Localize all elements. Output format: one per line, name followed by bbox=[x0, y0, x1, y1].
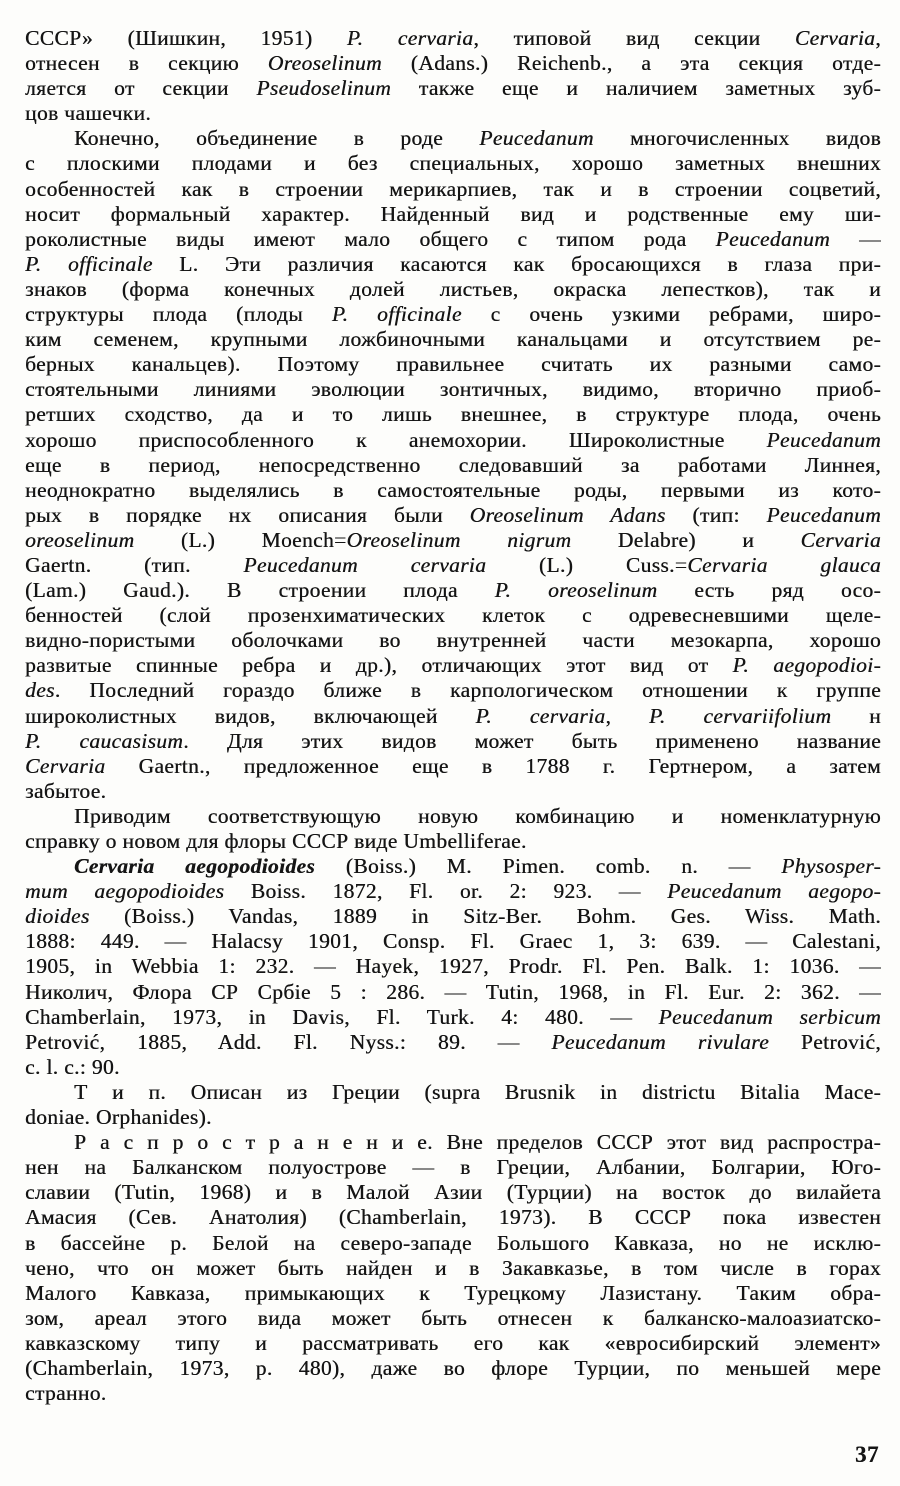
text-line: oreoselinum (L.) Moench=Oreoselinum nigrum Delabre) и Cervaria bbox=[25, 527, 881, 552]
text-line: ляется от секции Pseudoselinum также еще и наличием заметных зуб- bbox=[25, 76, 881, 101]
text-line: хорошо приспособленного к анемохории. Широколистные Peucedanum bbox=[25, 427, 881, 452]
text-line: Конечно, объединение в роде Peucedanum многочисленных видов bbox=[74, 126, 881, 151]
text-line: стоятельными линиями эволюции зонтичных, видимо, вторично приоб- bbox=[25, 377, 881, 402]
text-line: видно-пористыми оболочками во внутренней части мезокарпа, хорошо bbox=[25, 628, 881, 653]
text-line: Амасия (Сев. Анатолия) (Chamberlain, 1973). В СССР пока известен bbox=[25, 1205, 881, 1230]
text-line: рых в порядке нх описания были Oreoselinum Adans (тип: Peucedanum bbox=[25, 502, 881, 527]
text-line: носит формальный характер. Найденный вид и родственные ему ши- bbox=[25, 201, 881, 226]
paragraph bbox=[25, 804, 881, 854]
text-line: P. caucasisum. Для этих видов может быть применено название bbox=[25, 728, 881, 753]
text-line: широколистных видов, включающей P. cervaria, P. cervariifolium н bbox=[25, 703, 881, 728]
text-line: зом, ареал этого вида может быть отнесен к балканско-малоазиатско- bbox=[25, 1305, 881, 1330]
text-line: dioides (Boiss.) Vandas, 1889 in Sitz-Ber. Bohm. Ges. Wiss. Math. bbox=[25, 904, 881, 929]
text-line: Cervaria aegopodioides (Boiss.) M. Pimen. comb. n. — Physosper- bbox=[74, 854, 881, 879]
paragraph bbox=[25, 1130, 881, 1406]
text-line: берных канальцев). Поэтому правильнее считать их разными само- bbox=[25, 352, 881, 377]
text-line: бенностей (слой прозенхиматических клеток с одревесневшими щеле- bbox=[25, 603, 881, 628]
text-line: ретших сходство, да и то лишь внешнее, в структуре плода, очень bbox=[25, 402, 881, 427]
paragraph bbox=[25, 126, 881, 804]
text-line: справку о новом для флоры СССР виде Umbelliferae. bbox=[25, 829, 527, 853]
text-line: Cervaria Gaertn., предложенное еще в 1788 г. Гертнером, а затем bbox=[25, 753, 881, 778]
text-line: неоднократно выделялись в самостоятельные роды, первыми из кото- bbox=[25, 477, 881, 502]
text-line: Николич, Флора СР Србіе 5 : 286. — Tutin, 1968, in Fl. Eur. 2: 362. — bbox=[25, 979, 881, 1004]
paragraph bbox=[25, 854, 881, 1080]
page-number: 37 bbox=[855, 1442, 879, 1467]
text-line: Т и п. Описан из Греции (supra Brusnik in districtu Bitalia Mace- bbox=[74, 1079, 881, 1104]
text-line: Приводим соответствующую новую комбинацию и номенклатурную bbox=[74, 803, 881, 828]
text-line: еще в период, непосредственно следовавший за работами Линнея, bbox=[25, 452, 881, 477]
text-line: c. l. c.: 90. bbox=[25, 1054, 120, 1079]
text-line: Р а с п р о с т р а н е н и е. Вне пределов СССР этот вид распростра- bbox=[74, 1130, 881, 1155]
text-line: СССР» (Шишкин, 1951) P. cervaria, типовой вид секции Cervaria, bbox=[25, 26, 881, 50]
text-line: doniae. Orphanides). bbox=[25, 1105, 212, 1130]
text-line: (Chamberlain, 1973, p. 480), даже во флоре Турции, по меньшей мере bbox=[25, 1355, 881, 1380]
text-line: с плоскими плодами и без специальных, хорошо заметных внешних bbox=[25, 151, 881, 176]
text-line: странно. bbox=[25, 1381, 107, 1406]
text-line: структуры плода (плоды P. officinale с очень узкими ребрами, широ- bbox=[25, 302, 881, 327]
text-line: des. Последний гораздо ближе в карпологическом отношении к группе bbox=[25, 678, 881, 703]
text-line: Petrović, 1885, Add. Fl. Nyss.: 89. — Peucedanum rivulare Petrović, bbox=[25, 1029, 881, 1054]
text-line: роколистные виды имеют мало общего с типом рода Peucedanum — bbox=[25, 226, 881, 251]
text-line: (Lam.) Gaud.). В строении плода P. oreoselinum есть ряд осо- bbox=[25, 578, 881, 603]
text-line: забытое. bbox=[25, 778, 107, 803]
text-line: знаков (форма конечных долей листьев, окраска лепестков), так и bbox=[25, 276, 881, 301]
text-line: Chamberlain, 1973, in Davis, Fl. Turk. 4: 480. — Peucedanum serbicum bbox=[25, 1004, 881, 1029]
text-line: 1905, in Webbia 1: 232. — Hayek, 1927, Prodr. Fl. Pen. Balk. 1: 1036. — bbox=[25, 954, 881, 979]
paragraph bbox=[25, 26, 881, 126]
text-line: в бассейне р. Белой на северо-западе Большого Кавказа, но не исклю- bbox=[25, 1230, 881, 1255]
text-line: особенностей как в строении мерикарпиев, так и в строении соцветий, bbox=[25, 176, 881, 201]
text-line: кавказскому типу и рассматривать его как «евросибирский элемент» bbox=[25, 1330, 881, 1355]
text-line: нен на Балканском полуострове — в Греции, Албании, Болгарии, Юго- bbox=[25, 1155, 881, 1180]
text-line: чено, что он может быть найден и в Закавказье, в том числе в горах bbox=[25, 1255, 881, 1280]
text-line: развитые спинные ребра и др.), отличающих этот вид от P. aegopodioi- bbox=[25, 653, 881, 678]
text-line: 1888: 449. — Halacsy 1901, Consp. Fl. Graec 1, 3: 639. — Calestani, bbox=[25, 929, 881, 954]
text-line: Малого Кавказа, примыкающих к Турецкому Лазистану. Таким обра- bbox=[25, 1280, 881, 1305]
text-line: Gaertn. (тип. Peucedanum cervaria (L.) Cuss.=Cervaria glauca bbox=[25, 552, 881, 577]
page-text bbox=[25, 26, 881, 1406]
text-line: славии (Tutin, 1968) и в Малой Азии (Турции) на восток до вилайета bbox=[25, 1180, 881, 1205]
text-line: P. officinale L. Эти различия касаются как бросающихся в глаза при- bbox=[25, 251, 881, 276]
paragraph bbox=[25, 1080, 881, 1130]
text-line: mum aegopodioides Boiss. 1872, Fl. or. 2: 923. — Peucedanum aegopo- bbox=[25, 879, 881, 904]
text-line: отнесен в секцию Oreoselinum (Adans.) Reichenb., а эта секция отде- bbox=[25, 51, 881, 76]
text-line: цов чашечки. bbox=[25, 101, 152, 126]
text-line: ким семенем, крупными ложбиночными канальцами и отсутствием ре- bbox=[25, 327, 881, 352]
